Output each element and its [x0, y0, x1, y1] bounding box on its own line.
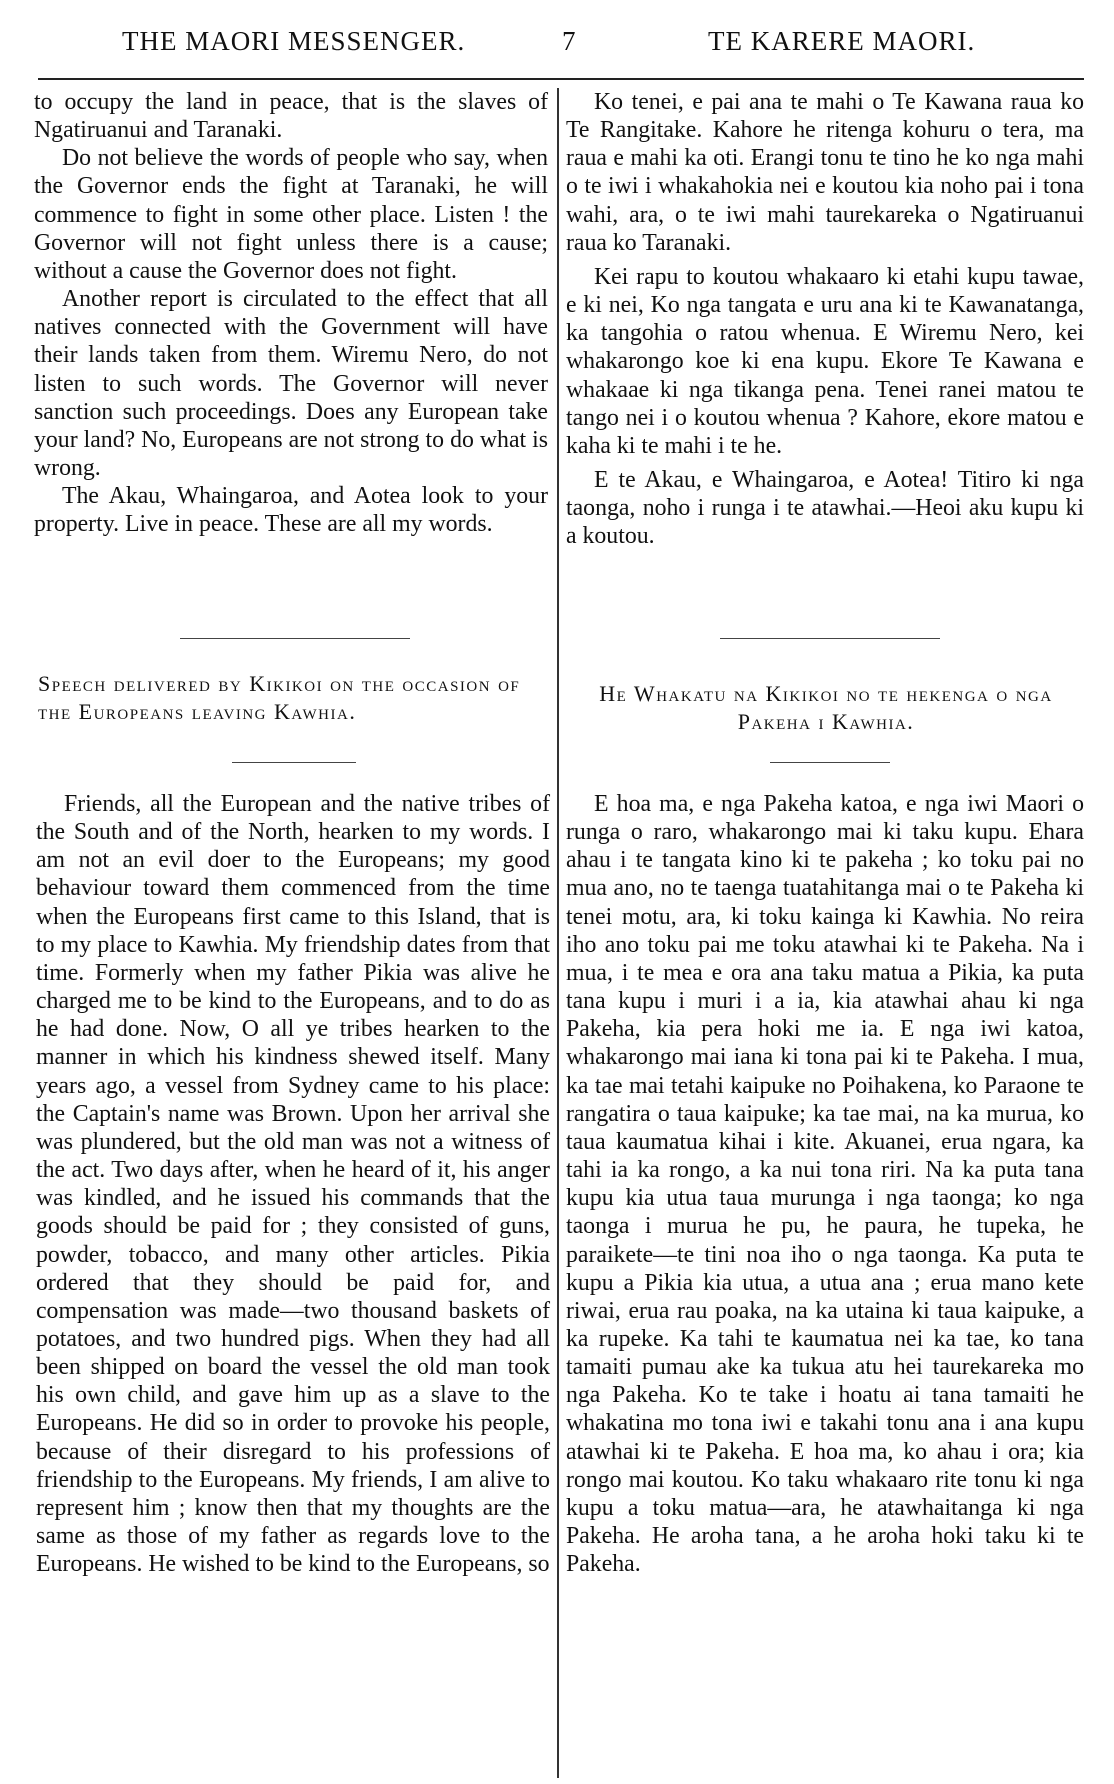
header-right-title: TE KARERE MAORI. — [708, 26, 976, 56]
page-number: 7 — [562, 26, 577, 56]
left-column-top — [34, 88, 548, 539]
paragraph: to occupy the land in peace, that is the slaves of Ngatiruanui and Taranaki. — [34, 89, 548, 144]
section-rule-right — [720, 638, 940, 639]
header-left-title: THE MAORI MESSENGER. — [122, 26, 466, 56]
paragraph: The Akau, Whaingaroa, and Aotea look to your property. Live in peace. These are all my words. — [34, 483, 548, 538]
heading-rule-left — [232, 762, 356, 763]
paragraph: Kei rapu to koutou whakaaro ki etahi kupu tawae, e ki nei, Ko nga tangata e uru ana ki te Kawanatanga, ka tangohia o ratou whenua. E Wiremu Nero, kei whakarongo koe ki ena kupu. Ekore Te Kawana e whakaae ki nga tikanga pena. Tenei ranei matou te tango nei i o koutou whenua ? Kahore, ekore matou e kaha ki te mahi i te he. — [566, 263, 1084, 459]
header-rule — [38, 78, 1084, 80]
heading-rule-right — [770, 762, 890, 763]
paragraph: E hoa ma, e nga Pakeha katoa, e nga iwi Maori o runga o raro, whakarongo mai ki taku kupu. Ehara ahau i te tangata kino ki te pakeha ; ko toku pai no mua ano, no te taenga tuatahitanga mai o te Pakeha ki tenei motu, ara, ki toku kainga ki Kawhia. No reira iho ano toku pai me toku atawhai ki te Pakeha. Na i mua, i te mea e ora ana taku matua a Pikia, ka puta tana kupu i muri i a ia, kia atawhai ahau ki nga Pakeha, kia pera hoki me ia. E nga iwi katoa, whakarongo mai iana ki tona pai ki te Pakeha. I mua, ka tae mai tetahi kaipuke no Poihakena, ko Paraone te rangatira o taua kaipuke; ka tae mai, na ka murua, ko taua kaumatua kihai i kite. Akuanei, erua ngara, ka tahi ia ka rongo, a ka nui tona riri. Na ka puta tana kupu kia utua taua murunga i nga taonga; ko nga taonga i murua he pu, he paura, he tupeka, he paraikete—te tini noa iho o nga taonga. Ka puta te kupu a Pikia kia utua, a utua ana ; erua mano kete riwai, erua rau poaka, na ka utaina ki taua kaipuke, a ka rupeke. Ka tahi te kaumatua nei ka tae, ko tana tamaiti pumau ake ka tukua atu hei taurekareka mo nga Pakeha. Ko te take i hoatu ai tana tamaiti he whakatina mo tona iwi e takahi tonu ana i ana kupu atawhai ki te Pakeha. E hoa ma, ko ahau i ora; kia rongo mai koutou. Ko taku whakaaro rite tonu ki nga kupu a toku matua—ara, he atawhaitanga ki nga Pakeha. He aroha tana, a he aroha hoki taku ki te Pakeha. — [566, 791, 1084, 1578]
right-section-heading: He Whakatu na Kikikoi no te hekenga o nga Pakeha i Kawhia. — [599, 681, 1053, 734]
paragraph: Do not believe the words of people who say, when the Governor ends the fight at Taranaki, he will commence to fight in some other place. Listen ! the Governor will not fight unless there is a cause; without a cause the Governor does not fight. — [34, 145, 548, 284]
column-divider — [557, 88, 559, 1778]
section-rule-left — [180, 638, 410, 639]
left-speech — [36, 790, 550, 1578]
paragraph: Ko tenei, e pai ana te mahi o Te Kawana raua ko Te Rangitake. Kahore he ritenga kohuru o tera, ma raua e mahi ka oti. Erangi tonu te tino he ko nga mahi o te iwi i whakahokia nei e koutou kia noho pai i tona wahi, ara, o te iwi mahi taurekareka o Ngatiruanui raua ko Taranaki. — [566, 89, 1084, 256]
paragraph: Friends, all the European and the native tribes of the South and of the North, hearken to my words. I am not an evil doer to the Europeans; my good behaviour toward them commenced from the time when the Europeans first came to this Island, that is to my place to Kawhia. My friendship dates from that time. Formerly when my father Pikia was alive he charged me to be kind to the Europeans, and to do as he had done. Now, O all ye tribes hearken to the manner in which his kindness shewed itself. Many years ago, a vessel from Sydney came to his place: the Captain's name was Brown. Upon her arrival she was plundered, but the old man was not a witness of the act. Two days after, when he heard of it, his anger was kindled, and he issued his commands that the goods should be paid for ; they consisted of guns, powder, tobacco, and many other articles. Pikia ordered that they should be paid for, and compensation was made—two thousand baskets of potatoes, and two hundred pigs. When they had all been shipped on board the vessel the old man took his own child, and gave him up as a slave to the Europeans. He did so in order to provoke his people, because of their disregard to his professions of friendship to the Europeans. My friends, I am alive to represent him ; know then that my thoughts are the same as those of my father as regards love to the Europeans. He wished to be kind to the Europeans, so — [36, 791, 550, 1578]
right-column-top — [566, 88, 1084, 551]
paragraph: Another report is circulated to the effect that all natives connected with the Government will have their lands taken from them. Wiremu Nero, do not listen to such words. The Governor will never sanction such proceedings. Does any European take your land? No, Europeans are not strong to do what is wrong. — [34, 286, 548, 482]
right-speech — [566, 790, 1084, 1578]
left-section-heading: Speech delivered by Kikikoi on the occasion of the Europeans leaving Kawhia. — [38, 671, 521, 724]
page-header — [0, 26, 1114, 66]
paragraph: E te Akau, e Whaingaroa, e Aotea! Titiro ki nga taonga, noho i runga i te atawhai.—Heoi aku kupu ki a koutou. — [566, 467, 1084, 550]
